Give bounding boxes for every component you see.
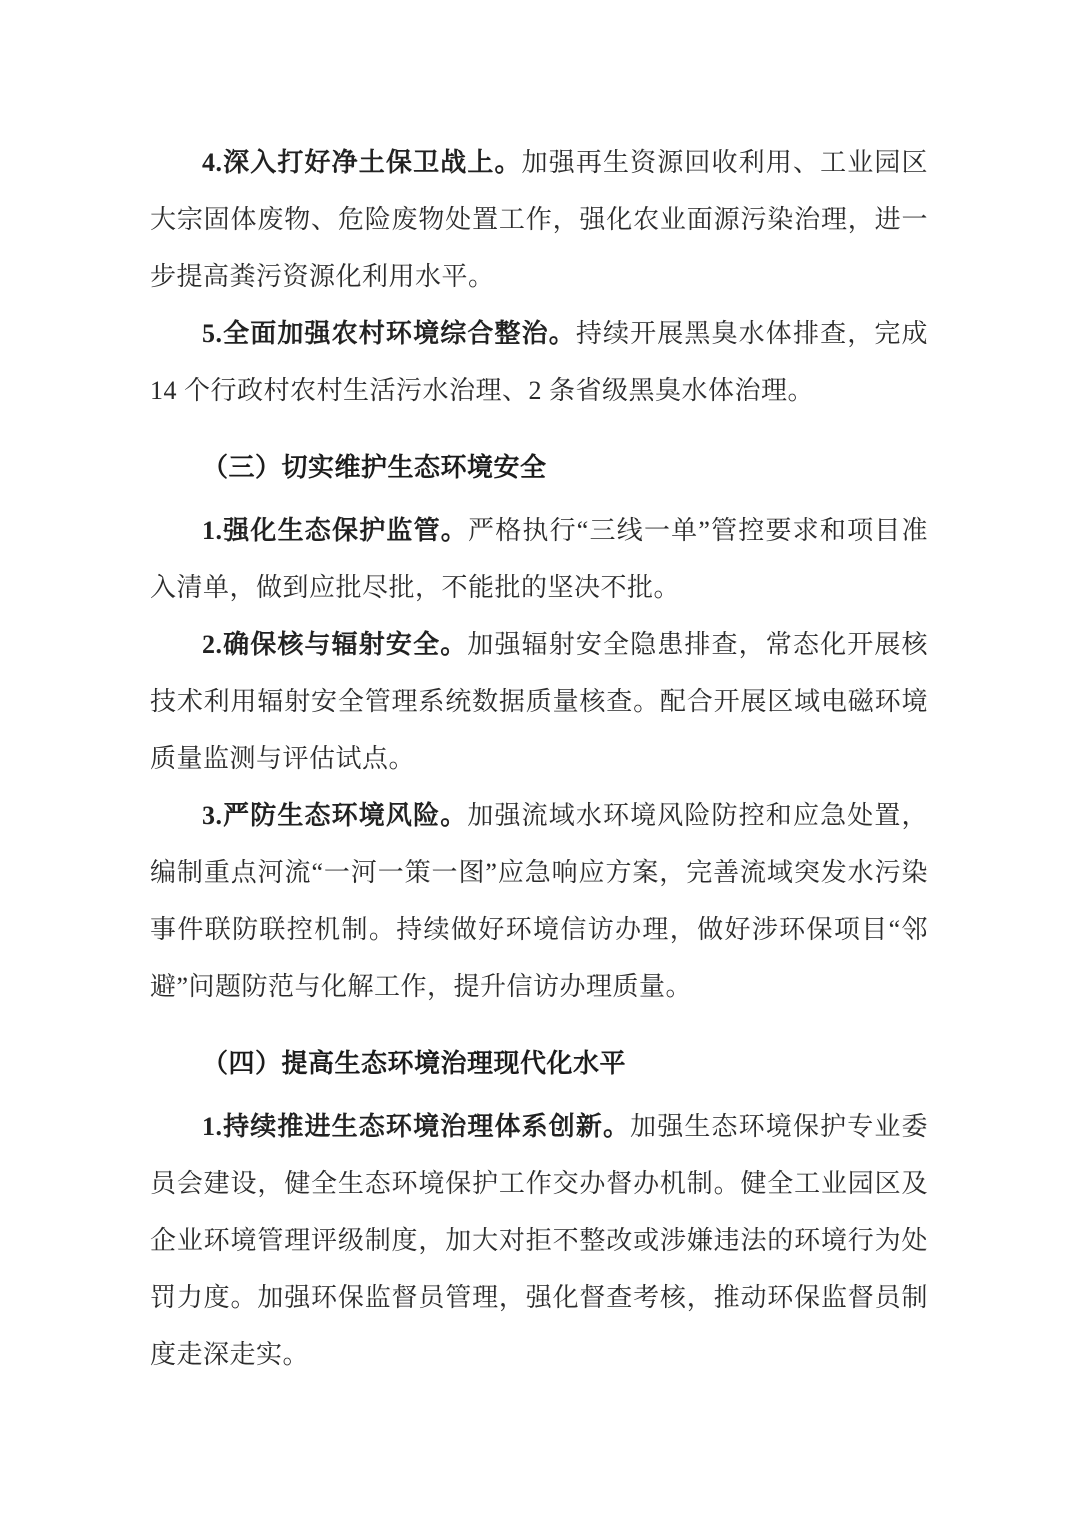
body-paragraph — [150, 787, 928, 1015]
paragraph-text: 加强辐射安全隐患排查，常态化开展核技术利用辐射安全管理系统数据质量核查。配合开展区域电磁环境质量监测与评估试点。 — [150, 630, 928, 773]
body-paragraph — [150, 502, 928, 616]
paragraph-lead-bold: 2.确保核与辐射安全。 — [202, 630, 468, 659]
document-body — [150, 134, 928, 1383]
section-heading: （三）切实维护生态环境安全 — [202, 453, 547, 482]
body-paragraph — [150, 616, 928, 787]
paragraph-text: 加强流域水环境风险防控和应急处置，编制重点河流“一河一策一图”应急响应方案，完善流域突发水污染事件联防联控机制。持续做好环境信访办理，做好涉环保项目“邻避”问题防范与化解工作，提升信访办理质量。 — [150, 801, 928, 1001]
body-paragraph — [150, 134, 928, 305]
section-heading: （四）提高生态环境治理现代化水平 — [202, 1049, 627, 1078]
paragraph-lead-bold: 5.全面加强农村环境综合整治。 — [202, 319, 576, 348]
body-paragraph — [150, 1098, 928, 1383]
paragraph-lead-bold: 1.持续推进生态环境治理体系创新。 — [202, 1112, 631, 1141]
paragraph-text: 加强再生资源回收利用、工业园区大宗固体废物、危险废物处置工作，强化农业面源污染治理，进一步提高粪污资源化利用水平。 — [150, 148, 928, 291]
paragraph-text: 严格执行“三线一单”管控要求和项目准入清单，做到应批尽批，不能批的坚决不批。 — [150, 516, 928, 602]
body-paragraph — [150, 305, 928, 419]
paragraph-text: 持续开展黑臭水体排查，完成 14 个行政村农村生活污水治理、2 条省级黑臭水体治理。 — [150, 319, 928, 405]
paragraph-lead-bold: 1.强化生态保护监管。 — [202, 516, 468, 545]
paragraph-text: 加强生态环境保护专业委员会建设，健全生态环境保护工作交办督办机制。健全工业园区及企业环境管理评级制度，加大对拒不整改或涉嫌违法的环境行为处罚力度。加强环保监督员管理，强化督查考核，推动环保监督员制度走深走实。 — [150, 1112, 928, 1369]
paragraph-lead-bold: 3.严防生态环境风险。 — [202, 801, 468, 830]
paragraph-lead-bold: 4.深入打好净土保卫战上。 — [202, 148, 522, 177]
